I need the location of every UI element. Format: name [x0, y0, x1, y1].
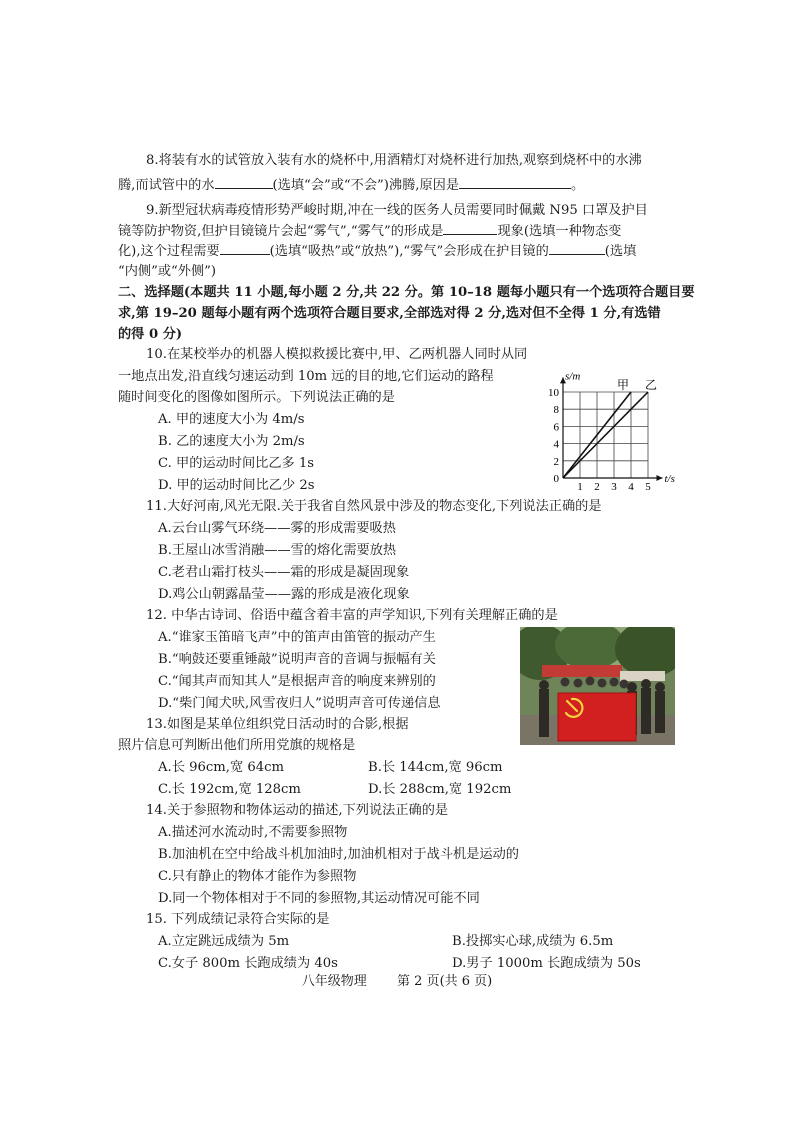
q14-option-b[interactable]: B.加油机在空中给战斗机加油时,加油机相对于战斗机是运动的 — [158, 847, 519, 862]
y-axis-label: s/m — [565, 370, 581, 383]
q10-option-c[interactable]: C. 甲的运动时间比乙多 1s — [158, 456, 315, 471]
footer-page-number: 第 2 页(共 6 页) — [397, 974, 493, 989]
q8-text-b: (选填“会”或“不会”)沸腾,原因是 — [272, 178, 460, 193]
q12-option-d[interactable]: D.“柴门闻犬吠,风雪夜归人”说明声音可传递信息 — [158, 696, 441, 711]
q9-text-b: 现象(选填一种物态变 — [497, 224, 622, 239]
q8-line-1: 8.将装有水的试管放入装有水的烧杯中,用酒精灯对烧杯进行加热,观察到烧杯中的水沸 — [146, 153, 642, 168]
y-tick-label: 2 — [553, 455, 559, 468]
q10-line-2: 一地点出发,沿直线匀速运动到 10m 远的目的地,它们运动的路程 — [118, 369, 494, 384]
x-tick-label: 2 — [594, 481, 600, 493]
q15-option-b[interactable]: B.投掷实心球,成绩为 6.5m — [452, 934, 614, 949]
y-tick-label: 10 — [548, 387, 559, 399]
series-label-1: 甲 — [617, 378, 630, 392]
y-tick-label: 4 — [553, 438, 559, 451]
q9-text-d: (选填“吸热”或“放热”),“雾气”会形成在护目镜的 — [269, 244, 549, 259]
q9-line-2 — [118, 222, 621, 241]
q9-blank-2[interactable] — [220, 242, 270, 255]
section2-line-1: 二、选择题(本题共 11 小题,每小题 2 分,共 22 分。第 10–18 题每小题只有一个选项符合题目要 — [118, 285, 695, 300]
group-photo-party-flag — [520, 627, 675, 745]
q15-stem: 15. 下列成绩记录符合实际的是 — [146, 912, 330, 927]
q11-option-a[interactable]: A.云台山雾气环绕——雾的形成需要吸热 — [158, 521, 396, 536]
q10-option-d[interactable]: D. 甲的运动时间比乙少 2s — [158, 478, 315, 493]
q8-text-c: 。 — [571, 178, 585, 193]
q8-text-a: 腾,而试管中的水 — [118, 178, 215, 193]
q14-option-c[interactable]: C.只有静止的物体才能作为参照物 — [158, 869, 357, 884]
x-tick-label: 4 — [628, 481, 634, 493]
q13-option-a[interactable]: A.长 96cm,宽 64cm — [158, 760, 285, 775]
q12-stem: 12. 中华古诗词、俗语中蕴含着丰富的声学知识,下列有关理解正确的是 — [146, 608, 558, 623]
q15-option-d[interactable]: D.男子 1000m 长跑成绩为 50s — [452, 956, 641, 971]
q14-stem: 14.关于参照物和物体运动的描述,下列说法正确的是 — [146, 803, 449, 818]
q13-line-1: 13.如图是某单位组织党日活动时的合影,根据 — [146, 717, 409, 732]
x-axis-arrow — [657, 475, 663, 481]
y-tick-label: 0 — [553, 473, 559, 485]
series-label-2: 乙 — [645, 378, 658, 392]
x-axis-label: t/s — [664, 473, 675, 485]
q10-option-b[interactable]: B. 乙的速度大小为 2m/s — [158, 434, 305, 449]
q10-line-3: 随时间变化的图像如图所示。下列说法正确的是 — [118, 390, 395, 405]
q11-stem: 11.大好河南,风光无限.关于我省自然风景中涉及的物态变化,下列说法正确的是 — [146, 499, 602, 514]
q15-option-a[interactable]: A.立定跳远成绩为 5m — [158, 934, 290, 949]
q11-option-b[interactable]: B.王屋山冰雪消融——雪的熔化需要放热 — [158, 543, 397, 558]
q15-option-c[interactable]: C.女子 800m 长跑成绩为 40s — [158, 956, 338, 971]
q13-line-2: 照片信息可判断出他们所用党旗的规格是 — [118, 738, 356, 753]
q11-option-d[interactable]: D.鸡公山朝露晶莹——露的形成是液化现象 — [158, 587, 410, 602]
q9-blank-1[interactable] — [443, 222, 497, 235]
q10-option-a[interactable]: A. 甲的速度大小为 4m/s — [158, 412, 305, 427]
section2-line-3: 的得 0 分) — [118, 327, 183, 342]
q8-line-2 — [118, 176, 584, 195]
q14-option-a[interactable]: A.描述河水流动时,不需要参照物 — [158, 825, 348, 840]
q9-blank-3[interactable] — [549, 242, 605, 255]
q12-option-c[interactable]: C.“闻其声而知其人”是根据声音的响度来辨别的 — [158, 674, 436, 689]
page-footer — [0, 970, 794, 989]
distance-time-chart — [545, 368, 680, 498]
q9-line-3 — [118, 242, 636, 261]
q10-line-1: 10.在某校举办的机器人模拟救援比赛中,甲、乙两机器人同时从同 — [146, 347, 528, 362]
q12-option-a[interactable]: A.“谁家玉笛暗飞声”中的笛声由笛管的振动产生 — [158, 630, 436, 645]
series-line-2 — [563, 392, 648, 478]
q8-blank-2[interactable] — [459, 176, 571, 189]
q8-blank-1[interactable] — [215, 176, 273, 189]
q11-option-c[interactable]: C.老君山霜打枝头——霜的形成是凝固现象 — [158, 565, 410, 580]
q13-option-b[interactable]: B.长 144cm,宽 96cm — [368, 760, 503, 775]
q12-option-b[interactable]: B.“响鼓还要重锤敲”说明声音的音调与振幅有关 — [158, 652, 436, 667]
q9-line-4: “内侧”或“外侧”) — [118, 264, 217, 279]
y-tick-label: 8 — [553, 404, 559, 417]
q9-text-a: 镜等防护物资,但护目镜镜片会起“雾气”,“雾气”的形成是 — [118, 224, 444, 239]
x-tick-label: 1 — [577, 481, 583, 493]
q9-text-c: 化),这个过程需要 — [118, 244, 220, 259]
y-tick-label: 6 — [553, 421, 559, 434]
q9-line-1: 9.新型冠状病毒疫情形势严峻时期,冲在一线的医务人员需要同时佩戴 N95 口罩及护目 — [146, 203, 648, 218]
x-tick-label: 3 — [611, 481, 617, 493]
q14-option-d[interactable]: D.同一个物体相对于不同的参照物,其运动情况可能不同 — [158, 891, 480, 906]
x-tick-label: 5 — [645, 481, 651, 493]
q9-text-e: (选填 — [604, 244, 637, 259]
footer-subject: 八年级物理 — [301, 974, 367, 989]
q13-option-c[interactable]: C.长 192cm,宽 128cm — [158, 782, 301, 797]
q13-option-d[interactable]: D.长 288cm,宽 192cm — [368, 782, 512, 797]
section2-line-2: 求,第 19–20 题每小题有两个选项符合题目要求,全部选对得 2 分,选对但不全得 1 分,有选错 — [118, 306, 661, 321]
